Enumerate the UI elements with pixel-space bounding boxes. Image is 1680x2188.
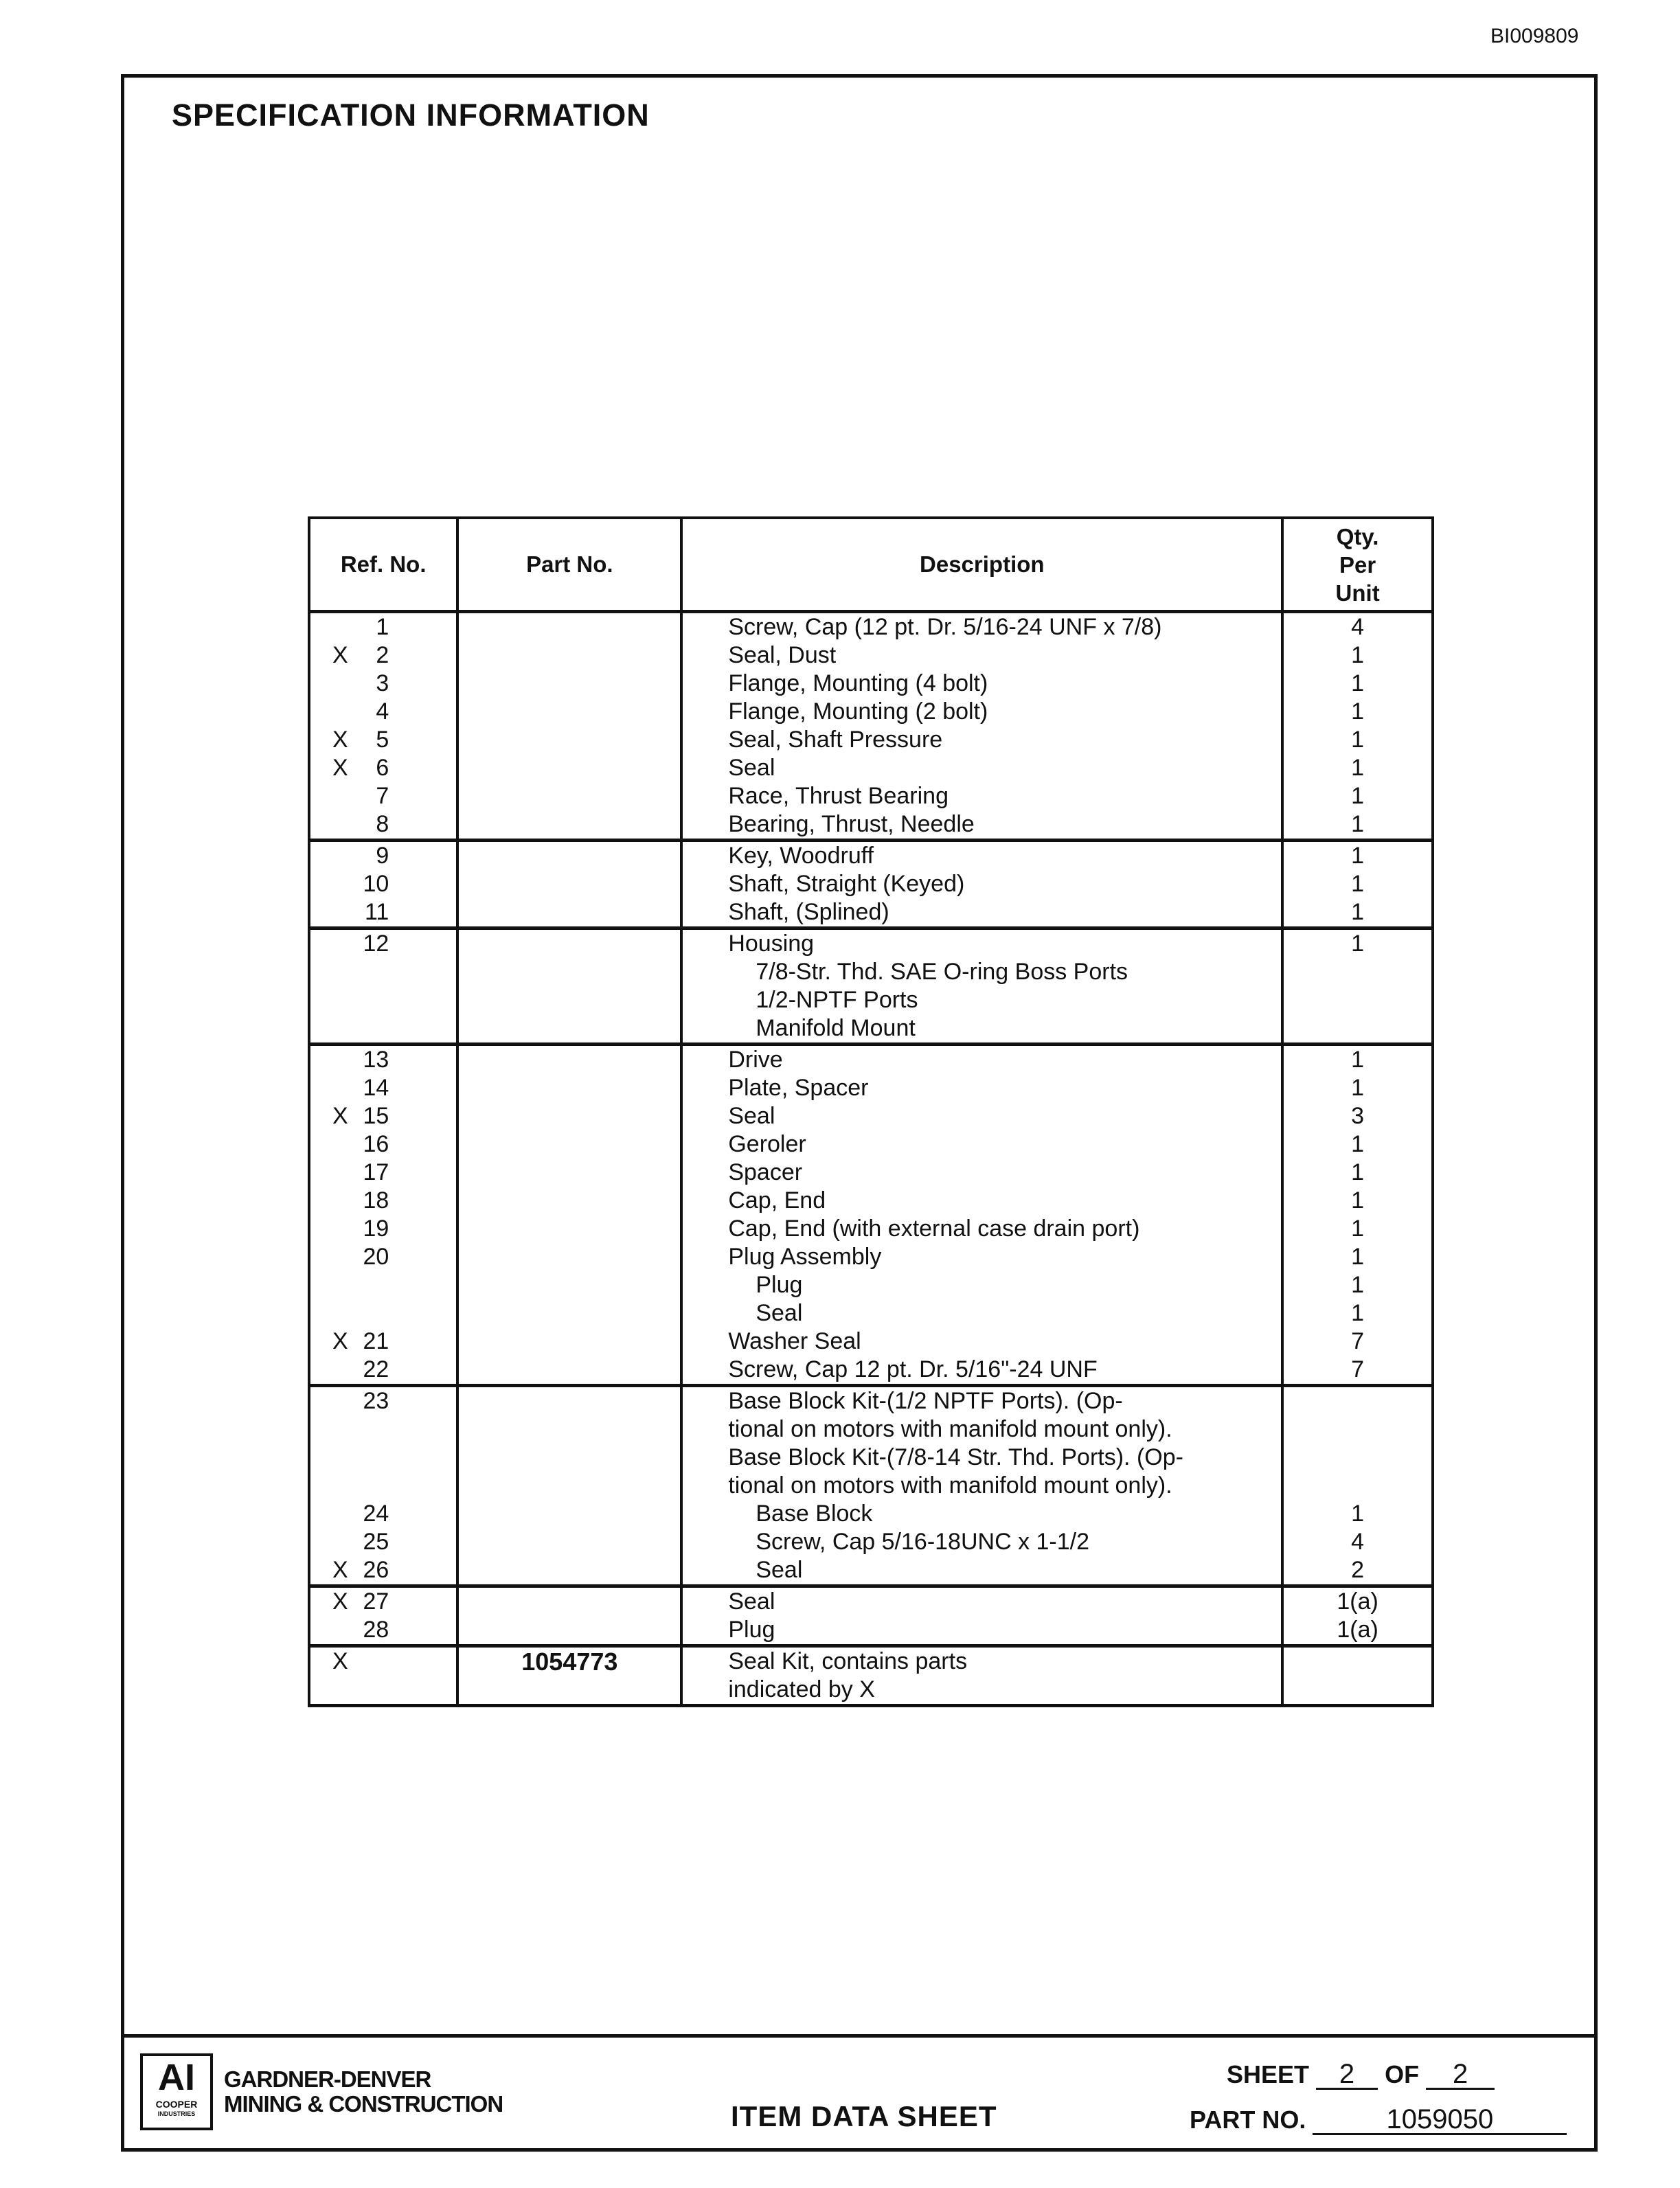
part-no-line: 1054773 (521, 1648, 618, 1676)
part-no-line (459, 870, 680, 898)
ref-line (310, 958, 456, 986)
description-line: Geroler (728, 1131, 806, 1157)
sheet-type-title: ITEM DATA SHEET (731, 2100, 997, 2132)
part-no-line (459, 1102, 680, 1130)
ref-number (383, 1472, 389, 1498)
ref-number: 27 (363, 1588, 389, 1615)
description-line: indicated by X (728, 1676, 875, 1702)
qty-line (1284, 1648, 1431, 1676)
table-header-row (309, 518, 1433, 612)
ref-line (310, 1074, 456, 1102)
description-line: Flange, Mounting (4 bolt) (728, 670, 988, 696)
qty-line (1284, 1472, 1431, 1500)
company-line-1: GARDNER-DENVER (224, 2066, 431, 2092)
ref-line (310, 1327, 456, 1356)
description-line: Seal, Shaft Pressure (728, 727, 943, 753)
ref-line (310, 1472, 456, 1500)
ref-number: 2 (376, 642, 389, 668)
part-no-cell (457, 1586, 681, 1646)
part-no-line (459, 1014, 680, 1042)
sheet-number-row (1227, 2060, 1495, 2090)
qty-line (1284, 1014, 1431, 1042)
ref-number: 9 (376, 843, 389, 869)
ref-number: 18 (363, 1187, 389, 1213)
description-line: Screw, Cap 5/16-18UNC x 1-1/2 (756, 1529, 1090, 1555)
qty-line: 2 (1351, 1557, 1365, 1583)
description-line: Seal, Dust (728, 642, 837, 668)
qty-line: 1 (1351, 1187, 1365, 1213)
part-no-line (459, 1159, 680, 1187)
ref-line (310, 1159, 456, 1187)
ref-line (310, 1676, 456, 1704)
qty-line: 1 (1351, 931, 1365, 957)
ref-number: 15 (363, 1103, 389, 1129)
part-no-line (459, 1616, 680, 1644)
qty-line: 1 (1351, 899, 1365, 925)
description-line: Cap, End (with external case drain port) (728, 1216, 1140, 1242)
ref-number: 28 (363, 1617, 389, 1643)
qty-line: 1 (1351, 1272, 1365, 1298)
ref-line (310, 930, 456, 958)
part-no-cell (457, 1386, 681, 1586)
qty-line (1284, 1415, 1431, 1444)
part-no-cell (457, 1045, 681, 1386)
ref-line (310, 1271, 456, 1299)
sheet-number: 2 (1316, 2060, 1378, 2090)
ref-number (383, 1444, 389, 1470)
description-line: Seal (728, 755, 775, 781)
ref-number: 17 (363, 1159, 389, 1185)
ref-line (310, 726, 456, 754)
description-line: Seal (728, 1588, 775, 1615)
part-no-line (459, 698, 680, 726)
ref-number: 13 (363, 1047, 389, 1073)
qty-line: 1(a) (1337, 1588, 1378, 1615)
ref-line (310, 1500, 456, 1528)
ref-number (383, 1300, 389, 1326)
ref-line (310, 1014, 456, 1042)
ref-number: 22 (363, 1356, 389, 1382)
part-no-line (459, 958, 680, 986)
table-row-group (309, 1586, 1433, 1646)
description-cell (681, 1646, 1282, 1706)
qty-line: 1 (1351, 1300, 1365, 1326)
qty-line (1284, 1676, 1431, 1704)
qty-line (1284, 986, 1431, 1014)
part-no-line (459, 1215, 680, 1243)
qty-line: 1 (1351, 670, 1365, 696)
part-no-line (459, 670, 680, 698)
description-line: Shaft, Straight (Keyed) (728, 871, 965, 897)
ref-no-cell (309, 1386, 457, 1586)
part-no-cell (457, 1646, 681, 1706)
ref-number: 6 (376, 755, 389, 781)
part-no-cell (457, 928, 681, 1045)
seal-kit-mark: X (332, 755, 348, 781)
ref-line (310, 870, 456, 898)
description-line: Screw, Cap (12 pt. Dr. 5/16-24 UNF x 7/8) (728, 614, 1162, 640)
ref-line (310, 1299, 456, 1327)
ref-line (310, 1356, 456, 1384)
part-no-line (459, 1415, 680, 1444)
part-no-line (459, 1528, 680, 1556)
qty-line: 4 (1351, 1529, 1365, 1555)
description-cell (681, 1045, 1282, 1386)
description-line: tional on motors with manifold mount only). (728, 1472, 1172, 1498)
seal-kit-mark: X (332, 1648, 348, 1674)
table-row-group (309, 1386, 1433, 1586)
ref-number: 16 (363, 1131, 389, 1157)
table-row-group (309, 1045, 1433, 1386)
logo-sub-line: COOPER (155, 2099, 198, 2110)
ref-number (383, 987, 389, 1013)
ref-line (310, 810, 456, 839)
part-number-row (1190, 2106, 1567, 2135)
ref-number (383, 959, 389, 985)
qty-line (1284, 1444, 1431, 1472)
qty-line (1284, 1387, 1431, 1415)
ref-line (310, 1387, 456, 1415)
section-title: SPECIFICATION INFORMATION (172, 98, 650, 133)
description-line: 7/8-Str. Thd. SAE O-ring Boss Ports (756, 959, 1128, 985)
qty-cell (1282, 928, 1433, 1045)
ref-number: 5 (376, 727, 389, 753)
header-ref-no: Ref. No. (309, 518, 457, 612)
description-line: Bearing, Thrust, Needle (728, 811, 975, 837)
part-no-line (459, 1387, 680, 1415)
part-no-line (459, 1556, 680, 1584)
ref-number: 12 (363, 931, 389, 957)
part-no-line (459, 842, 680, 870)
header-qty-line: Unit (1335, 580, 1380, 606)
ref-line (310, 1616, 456, 1644)
seal-kit-mark: X (332, 1557, 348, 1583)
header-qty-line: Per (1339, 551, 1376, 578)
description-line: Plug (756, 1272, 803, 1298)
description-line: Race, Thrust Bearing (728, 783, 949, 809)
part-no-label: PART NO. (1190, 2106, 1306, 2134)
ref-number: 11 (365, 899, 389, 925)
part-no-cell (457, 612, 681, 841)
qty-line: 1 (1351, 1131, 1365, 1157)
qty-cell (1282, 1386, 1433, 1586)
qty-line: 1 (1351, 1075, 1365, 1101)
ref-number: 21 (363, 1328, 389, 1354)
ref-number: 7 (376, 783, 389, 809)
part-no-line (459, 1444, 680, 1472)
seal-kit-mark: X (332, 1103, 348, 1129)
ref-line (310, 842, 456, 870)
ref-line (310, 698, 456, 726)
company-line-2: MINING & CONSTRUCTION (224, 2091, 503, 2117)
ref-number (383, 1648, 389, 1674)
logo-sub-line: INDUSTRIES (157, 2110, 196, 2117)
part-no-line (459, 930, 680, 958)
part-no-line (459, 1187, 680, 1215)
description-line: Shaft, (Splined) (728, 899, 889, 925)
part-no-line (459, 1588, 680, 1616)
table-row-group (309, 928, 1433, 1045)
qty-cell (1282, 1045, 1433, 1386)
parts-table (308, 516, 1434, 1707)
ref-line (310, 1243, 456, 1271)
qty-cell (1282, 612, 1433, 841)
ref-number: 26 (363, 1557, 389, 1583)
ref-number: 8 (376, 811, 389, 837)
description-line: Plug Assembly (728, 1244, 882, 1270)
seal-kit-mark: X (332, 1588, 348, 1615)
description-line: Screw, Cap 12 pt. Dr. 5/16"-24 UNF (728, 1356, 1098, 1382)
qty-line: 1 (1351, 698, 1365, 725)
description-line: Base Block Kit-(1/2 NPTF Ports). (Op- (728, 1388, 1123, 1414)
ref-number (383, 1676, 389, 1702)
description-line: 1/2-NPTF Ports (756, 987, 918, 1013)
ref-line (310, 1187, 456, 1215)
part-no-line (459, 613, 680, 641)
ref-line (310, 986, 456, 1014)
qty-line: 1 (1351, 1216, 1365, 1242)
sheet-label: SHEET (1227, 2060, 1310, 2088)
part-no-line (459, 1676, 680, 1704)
description-line: Cap, End (728, 1187, 826, 1213)
description-line: Drive (728, 1047, 783, 1073)
ref-number: 4 (376, 698, 389, 725)
ref-line (310, 1130, 456, 1159)
description-line: Key, Woodruff (728, 843, 874, 869)
document-id: BI009809 (1490, 25, 1579, 47)
part-no-line (459, 726, 680, 754)
description-line: Plate, Spacer (728, 1075, 869, 1101)
part-no-line (459, 1271, 680, 1299)
table-row-group (309, 612, 1433, 841)
ref-line (310, 1556, 456, 1584)
ref-number: 1 (376, 614, 389, 640)
qty-line: 1 (1351, 1244, 1365, 1270)
ref-no-cell (309, 1586, 457, 1646)
ref-line (310, 670, 456, 698)
part-no-line (459, 810, 680, 839)
seal-kit-mark: X (332, 1328, 348, 1354)
company-name (224, 2067, 503, 2117)
description-line: Seal (756, 1300, 803, 1326)
footer-bottom-rule (121, 2148, 1598, 2152)
ref-no-cell (309, 612, 457, 841)
ref-number: 23 (363, 1388, 389, 1414)
ref-number: 3 (376, 670, 389, 696)
logo-mark: AI (158, 2057, 195, 2098)
part-no-line (459, 1299, 680, 1327)
ref-line (310, 1528, 456, 1556)
qty-line: 1 (1351, 755, 1365, 781)
of-label: OF (1385, 2060, 1420, 2088)
qty-line: 3 (1351, 1103, 1365, 1129)
part-no-line (459, 1327, 680, 1356)
ref-line (310, 898, 456, 926)
qty-line (1284, 958, 1431, 986)
table-row-group (309, 841, 1433, 928)
ref-line (310, 641, 456, 670)
seal-kit-mark: X (332, 642, 348, 668)
table-row-group (309, 1646, 1433, 1706)
description-cell (681, 928, 1282, 1045)
part-no-line (459, 641, 680, 670)
qty-line: 1 (1351, 843, 1365, 869)
qty-line: 1 (1351, 642, 1365, 668)
part-no-line (459, 1074, 680, 1102)
seal-kit-mark: X (332, 727, 348, 753)
part-no-cell (457, 841, 681, 928)
qty-line: 4 (1351, 614, 1365, 640)
part-no-line (459, 1500, 680, 1528)
description-line: Seal Kit, contains parts (728, 1648, 968, 1674)
description-line: Seal (756, 1557, 803, 1583)
description-line: Flange, Mounting (2 bolt) (728, 698, 988, 725)
part-no-line (459, 1243, 680, 1271)
qty-line: 1 (1351, 871, 1365, 897)
description-line: Housing (728, 931, 815, 957)
qty-line: 1(a) (1337, 1617, 1378, 1643)
ref-number: 20 (363, 1244, 389, 1270)
ref-line (310, 754, 456, 782)
ref-number: 24 (363, 1501, 389, 1527)
qty-line: 1 (1351, 1501, 1365, 1527)
description-cell (681, 612, 1282, 841)
part-no-line (459, 986, 680, 1014)
ref-number: 25 (363, 1529, 389, 1555)
description-cell (681, 841, 1282, 928)
header-part-no: Part No. (457, 518, 681, 612)
part-no-line (459, 1130, 680, 1159)
qty-line: 7 (1351, 1328, 1365, 1354)
part-no-line (459, 898, 680, 926)
description-line: Base Block (756, 1501, 873, 1527)
ref-line (310, 1215, 456, 1243)
ref-number: 10 (363, 871, 389, 897)
header-qty-per-unit (1282, 518, 1433, 612)
qty-line: 1 (1351, 1047, 1365, 1073)
ref-line (310, 1588, 456, 1616)
cooper-logo (140, 2053, 213, 2130)
ref-no-cell (309, 928, 457, 1045)
ref-line (310, 613, 456, 641)
qty-line: 1 (1351, 1159, 1365, 1185)
description-line: Washer Seal (728, 1328, 861, 1354)
ref-no-cell (309, 1045, 457, 1386)
part-no-line (459, 1472, 680, 1500)
ref-line (310, 1444, 456, 1472)
qty-line: 1 (1351, 783, 1365, 809)
qty-cell (1282, 1586, 1433, 1646)
ref-line (310, 782, 456, 810)
description-line: Plug (728, 1617, 775, 1643)
part-no-line (459, 1046, 680, 1074)
qty-line: 1 (1351, 811, 1365, 837)
ref-number: 19 (363, 1216, 389, 1242)
ref-line (310, 1046, 456, 1074)
header-description: Description (681, 518, 1282, 612)
description-line: tional on motors with manifold mount only). (728, 1416, 1172, 1442)
ref-number: 14 (363, 1075, 389, 1101)
part-no-line (459, 782, 680, 810)
sheet-total: 2 (1426, 2060, 1495, 2090)
qty-cell (1282, 841, 1433, 928)
qty-line: 7 (1351, 1356, 1365, 1382)
part-no-line (459, 1356, 680, 1384)
ref-line (310, 1102, 456, 1130)
description-cell (681, 1386, 1282, 1586)
ref-number (383, 1272, 389, 1298)
ref-no-cell (309, 1646, 457, 1706)
header-qty-line: Qty. (1336, 523, 1379, 549)
description-cell (681, 1586, 1282, 1646)
ref-line (310, 1648, 456, 1676)
qty-cell (1282, 1646, 1433, 1706)
footer-divider (121, 2034, 1598, 2038)
ref-no-cell (309, 841, 457, 928)
description-line: Spacer (728, 1159, 803, 1185)
qty-line: 1 (1351, 727, 1365, 753)
parts-table-body (309, 612, 1433, 1706)
ref-line (310, 1415, 456, 1444)
part-number-value: 1059050 (1313, 2106, 1567, 2135)
ref-number (383, 1416, 389, 1442)
description-line: Seal (728, 1103, 775, 1129)
ref-number (383, 1015, 389, 1041)
part-no-line (459, 754, 680, 782)
description-line: Manifold Mount (756, 1015, 916, 1041)
description-line: Base Block Kit-(7/8-14 Str. Thd. Ports). (Op- (728, 1444, 1183, 1470)
